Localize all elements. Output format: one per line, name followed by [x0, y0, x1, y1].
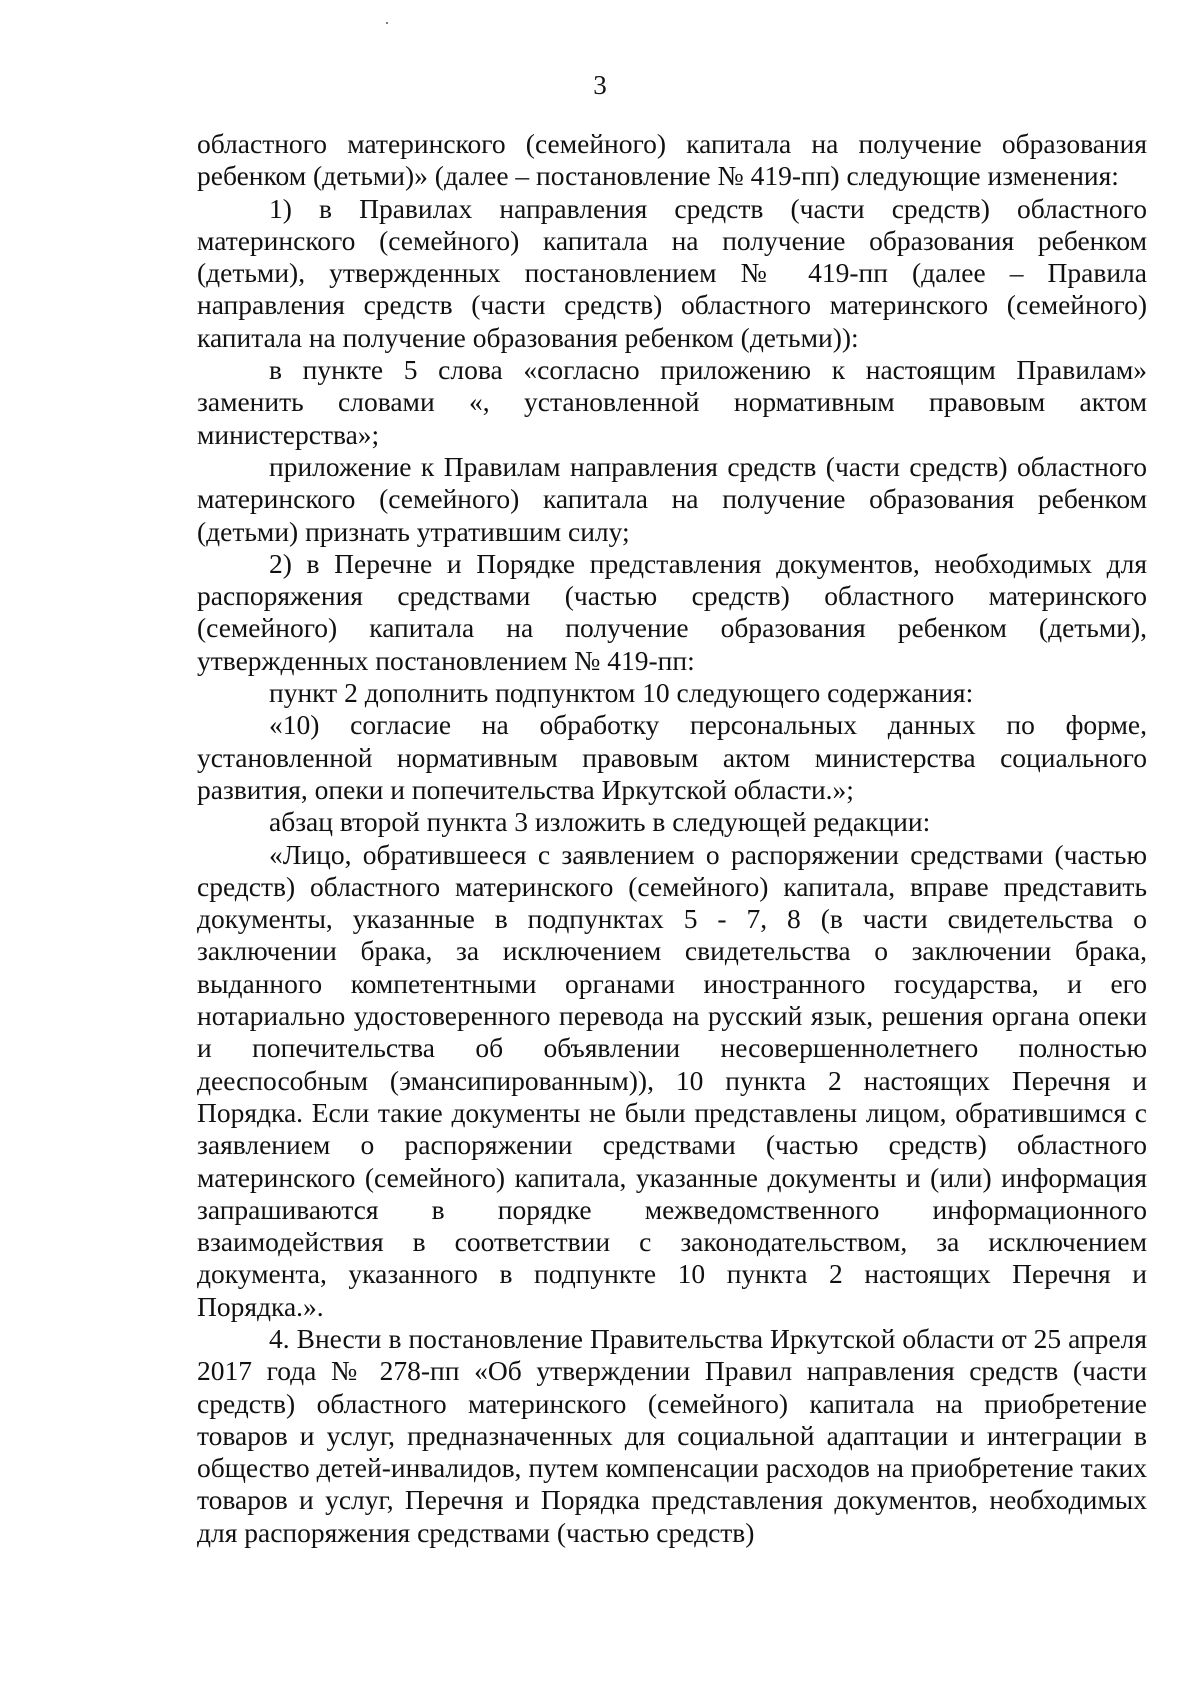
paragraph: «Лицо, обратившееся с заявлением о распоряжении средствами (частью средств) областного материнского (семейного) капитала, вправе представить документы, указанные в подпунктах 5 - 7, 8 (в части свидетельства о заключении брака, за исключением свидетельства о заключении брака, выданного компетентными органами иностранного государства, и его нотариально удостоверенного перевода на русский язык, решения органа опеки и попечительства об объявлении несовершеннолетнего полностью дееспособным (эмансипированным)), 10 пункта 2 настоящих Перечня и Порядка. Если такие документы не были представлены лицом, обратившимся с заявлением о распоряжении средствами (частью средств) областного материнского (семейного) капитала, указанные документы и (или) информация запрашиваются в порядке межведомственного информационного взаимодействия в соответствии с законодательством, за исключением документа, указанного в подпункте 10 пункта 2 настоящих Перечня и Порядка.». — [197, 838, 1147, 1322]
scan-speck — [386, 22, 388, 24]
page-number: 3 — [593, 70, 607, 100]
paragraph: пункт 2 дополнить подпунктом 10 следующего содержания: — [269, 677, 974, 709]
paragraph: 1) в Правилах направления средств (части средств) областного материнского (семейного) капитала на получение образования ребенком (детьми), утвержденных постановлением № 419-пп (далее – Правила направления средств (части средств) областного материнского (семейного) капитала на получение образования ребенком (детьми)): — [197, 192, 1147, 353]
paragraph: приложение к Правилам направления средств (части средств) областного материнского (семейного) капитала на получение образования ребенком (детьми) признать утратившим силу; — [197, 450, 1147, 547]
paragraph: абзац второй пункта 3 изложить в следующей редакции: — [269, 806, 931, 838]
document-body — [197, 128, 1147, 1549]
paragraph: 2) в Перечне и Порядке представления документов, необходимых для распоряжения средствами (частью средств) областного материнского (семейного) капитала на получение образования ребенком (детьми), утвержденных постановлением № 419-пп: — [197, 547, 1147, 676]
paragraph: в пункте 5 слова «согласно приложению к настоящим Правилам» заменить словами «, установленной нормативным правовым актом министерства»; — [197, 354, 1147, 450]
paragraph: «10) согласие на обработку персональных данных по форме, установленной нормативным правовым актом министерства социального развития, опеки и попечительства Иркутской области.»; — [197, 709, 1147, 805]
paragraph: областного материнского (семейного) капитала на получение образования ребенком (детьми)» (далее – постановление № 419-пп) следующие изменения: — [197, 128, 1147, 192]
paragraph: 4. Внести в постановление Правительства Иркутской области от 25 апреля 2017 года № 278-пп «Об утверждении Правил направления средств (части средств) областного материнского (семейного) капитала на приобретение товаров и услуг, предназначенных для социальной адаптации и интеграции в общество детей-инвалидов, путем компенсации расходов на приобретение таких товаров и услуг, Перечня и Порядка представления документов, необходимых для распоряжения средствами (частью средств) — [197, 1322, 1147, 1548]
